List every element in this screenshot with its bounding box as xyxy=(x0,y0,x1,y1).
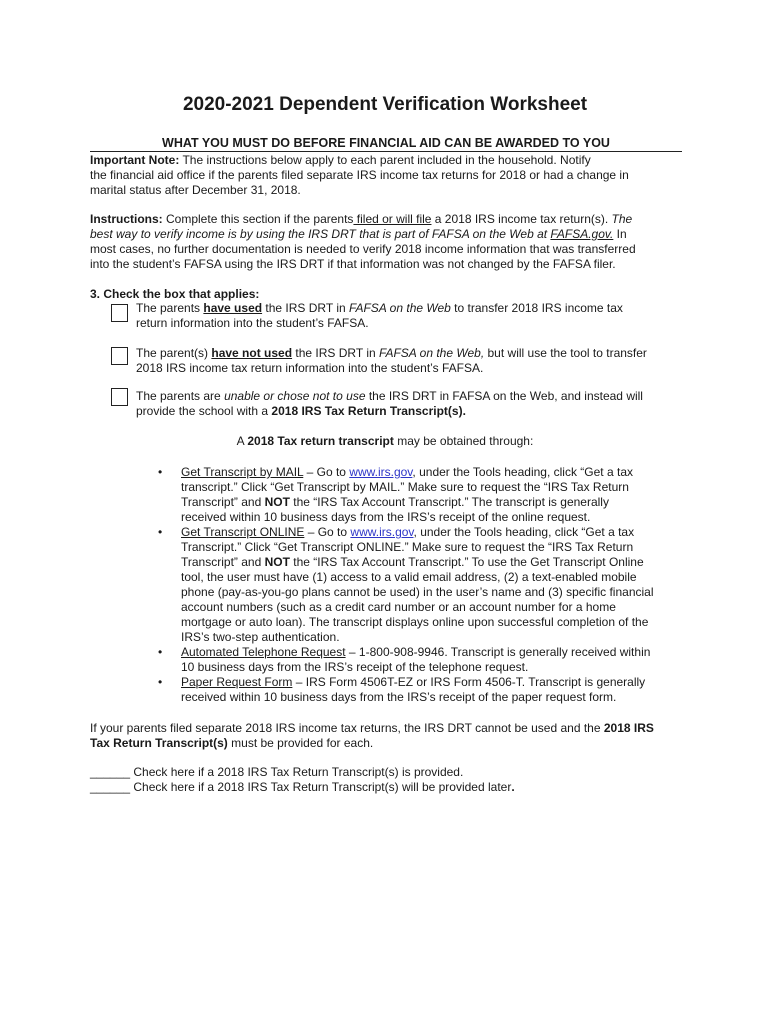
instructions-underlined: filed or will file xyxy=(353,212,432,226)
blank-field-provided[interactable]: ______ xyxy=(90,765,131,779)
separate-b: 2018 IRS xyxy=(603,721,654,735)
option3-unable: unable or chose not to use xyxy=(224,389,366,403)
online-rest-4: mortgage or auto loan). The transcript displays online upon successful completion of the xyxy=(181,615,649,629)
transcript-methods-list xyxy=(158,465,686,705)
mail-t2: , under the Tools heading, click “Get a tax xyxy=(412,465,633,479)
online-t2: , under the Tools heading, click “Get a tax xyxy=(413,525,635,539)
checkbox-have-not-used[interactable] xyxy=(111,347,128,365)
bullet-icon: • xyxy=(158,525,163,539)
list-item-online xyxy=(158,525,686,645)
bullet-icon: • xyxy=(158,675,163,689)
option-have-not-used xyxy=(136,346,682,376)
online-rest-3: account numbers (such as a credit card number or an account number for a home xyxy=(181,600,616,614)
important-note-label: Important Note: xyxy=(90,153,180,167)
check-later-period: . xyxy=(511,780,515,794)
phone-line2: 10 business days from the IRS’s receipt of the telephone request. xyxy=(181,660,529,674)
checkbox-have-used[interactable] xyxy=(111,304,128,322)
online-rest-1: tool, the user must have (1) access to a valid email address, (2) a text-enabled mobile xyxy=(181,570,637,584)
option3-line2a: provide the school with a xyxy=(136,404,272,418)
instructions-text2: a 2018 IRS income tax return(s). xyxy=(431,212,612,226)
option2-text-a: The parent(s) xyxy=(136,346,212,360)
paper-heading: Paper Request Form xyxy=(181,675,293,689)
transcript-obtain-line xyxy=(0,434,770,448)
important-note-line1: The instructions below apply to each parent included in the household. Notify xyxy=(179,153,591,167)
option1-text-e: to transfer 2018 IRS income tax xyxy=(450,301,623,315)
list-item-telephone xyxy=(158,645,686,675)
option1-fafsa-web: FAFSA on the Web xyxy=(349,301,451,315)
check-provided-text: Check here if a 2018 IRS Tax Return Transcript(s) is provided. xyxy=(130,765,464,779)
important-note-line2: the financial aid office if the parents filed separate IRS income tax returns for 2018 or had a change in xyxy=(90,168,629,182)
separate-a: If your parents filed separate 2018 IRS income tax returns, the IRS DRT cannot be used and the xyxy=(90,721,604,735)
mail-l3c: the “IRS Tax Account Transcript.” The transcript is generally xyxy=(289,495,609,509)
irs-link[interactable]: www.irs.gov xyxy=(350,525,414,539)
instructions-text1: Complete this section if the parents xyxy=(162,212,354,226)
check-line-later xyxy=(90,780,515,795)
check-line-provided xyxy=(90,765,463,780)
option2-text-c: the IRS DRT in xyxy=(292,346,379,360)
mail-heading: Get Transcript by MAIL xyxy=(181,465,304,479)
mail-not: NOT xyxy=(264,495,290,509)
option2-fafsa-web: FAFSA on the Web, xyxy=(379,346,485,360)
instructions-italic2: best way to verify income is by using the IRS DRT that is part of FAFSA on the Web at xyxy=(90,227,551,241)
online-heading: Get Transcript ONLINE xyxy=(181,525,305,539)
option3-text-e: the IRS DRT in FAFSA on the Web, and instead will xyxy=(365,389,643,403)
option3-text-a: The parents are xyxy=(136,389,225,403)
section-3-heading: 3. Check the box that applies: xyxy=(90,287,260,301)
online-not: NOT xyxy=(264,555,290,569)
list-item-paper xyxy=(158,675,686,705)
obtain-c: may be obtained through: xyxy=(393,434,534,448)
online-l3c: the “IRS Tax Account Transcript.” To use the Get Transcript Online xyxy=(289,555,644,569)
instructions-line4: into the student’s FAFSA using the IRS DRT if that information was not changed by the FAFSA filer. xyxy=(90,257,616,271)
mail-line4: received within 10 business days from the IRS’s receipt of the online request. xyxy=(181,510,591,524)
option1-text-a: The parents xyxy=(136,301,204,315)
online-rest-2: phone (pay-as-you-go plans cannot be used) in the user’s name and (3) specific financial xyxy=(181,585,654,599)
option3-transcript: 2018 IRS Tax Return Transcript(s). xyxy=(271,404,466,418)
obtain-a: A xyxy=(236,434,248,448)
online-t1: – Go to xyxy=(304,525,351,539)
paper-line2: received within 10 business days from the IRS’s receipt of the paper request form. xyxy=(181,690,617,704)
separate-c: Tax Return Transcript(s) xyxy=(90,736,228,750)
separate-returns-note xyxy=(90,721,688,751)
bullet-icon: • xyxy=(158,465,163,479)
separate-d: must be provided for each. xyxy=(227,736,374,750)
blank-field-later[interactable]: ______ xyxy=(90,780,131,794)
checkbox-unable[interactable] xyxy=(111,388,128,406)
important-note-line3: marital status after December 31, 2018. xyxy=(90,183,301,197)
instructions-text3: In xyxy=(613,227,627,241)
mail-line2: transcript.” Click “Get Transcript by MAIL.” Make sure to request the “IRS Tax Return xyxy=(181,480,629,494)
option2-line2: 2018 IRS income tax return information into the student’s FAFSA. xyxy=(136,361,484,375)
page-title: 2020-2021 Dependent Verification Worksheet xyxy=(182,94,588,115)
irs-link[interactable]: www.irs.gov xyxy=(349,465,413,479)
fafsa-link[interactable]: FAFSA.gov. xyxy=(550,227,614,241)
section-subheading: WHAT YOU MUST DO BEFORE FINANCIAL AID CAN BE AWARDED TO YOU xyxy=(90,136,682,152)
bullet-icon: • xyxy=(158,645,163,659)
phone-t1: – 1-800-908-9946. Transcript is generally received within xyxy=(345,645,651,659)
mail-l3a: Transcript” and xyxy=(181,495,265,509)
instructions-italic1: The xyxy=(611,212,633,226)
important-note xyxy=(90,153,688,198)
online-l3a: Transcript” and xyxy=(181,555,265,569)
option1-have-used: have used xyxy=(203,301,263,315)
instructions-label: Instructions: xyxy=(90,212,163,226)
option-have-used xyxy=(136,301,682,331)
option2-text-e: but will use the tool to transfer xyxy=(484,346,647,360)
check-later-text: Check here if a 2018 IRS Tax Return Transcript(s) will be provided later xyxy=(130,780,512,794)
option-unable xyxy=(136,389,682,419)
instructions xyxy=(90,212,688,272)
paper-t1: – IRS Form 4506T-EZ or IRS Form 4506-T. Transcript is generally xyxy=(292,675,646,689)
mail-t1: – Go to xyxy=(303,465,350,479)
online-line2: Transcript.” Click “Get Transcript ONLINE.” Make sure to request the “IRS Tax Return xyxy=(181,540,634,554)
list-item-mail xyxy=(158,465,686,525)
option1-text-c: the IRS DRT in xyxy=(262,301,350,315)
option1-line2: return information into the student’s FAFSA. xyxy=(136,316,369,330)
online-rest-5: IRS’s two-step authentication. xyxy=(181,630,340,644)
option2-have-not-used: have not used xyxy=(211,346,293,360)
instructions-line3: most cases, no further documentation is needed to verify 2018 income information that was transferred xyxy=(90,242,636,256)
phone-heading: Automated Telephone Request xyxy=(181,645,346,659)
obtain-b: 2018 Tax return transcript xyxy=(247,434,394,448)
